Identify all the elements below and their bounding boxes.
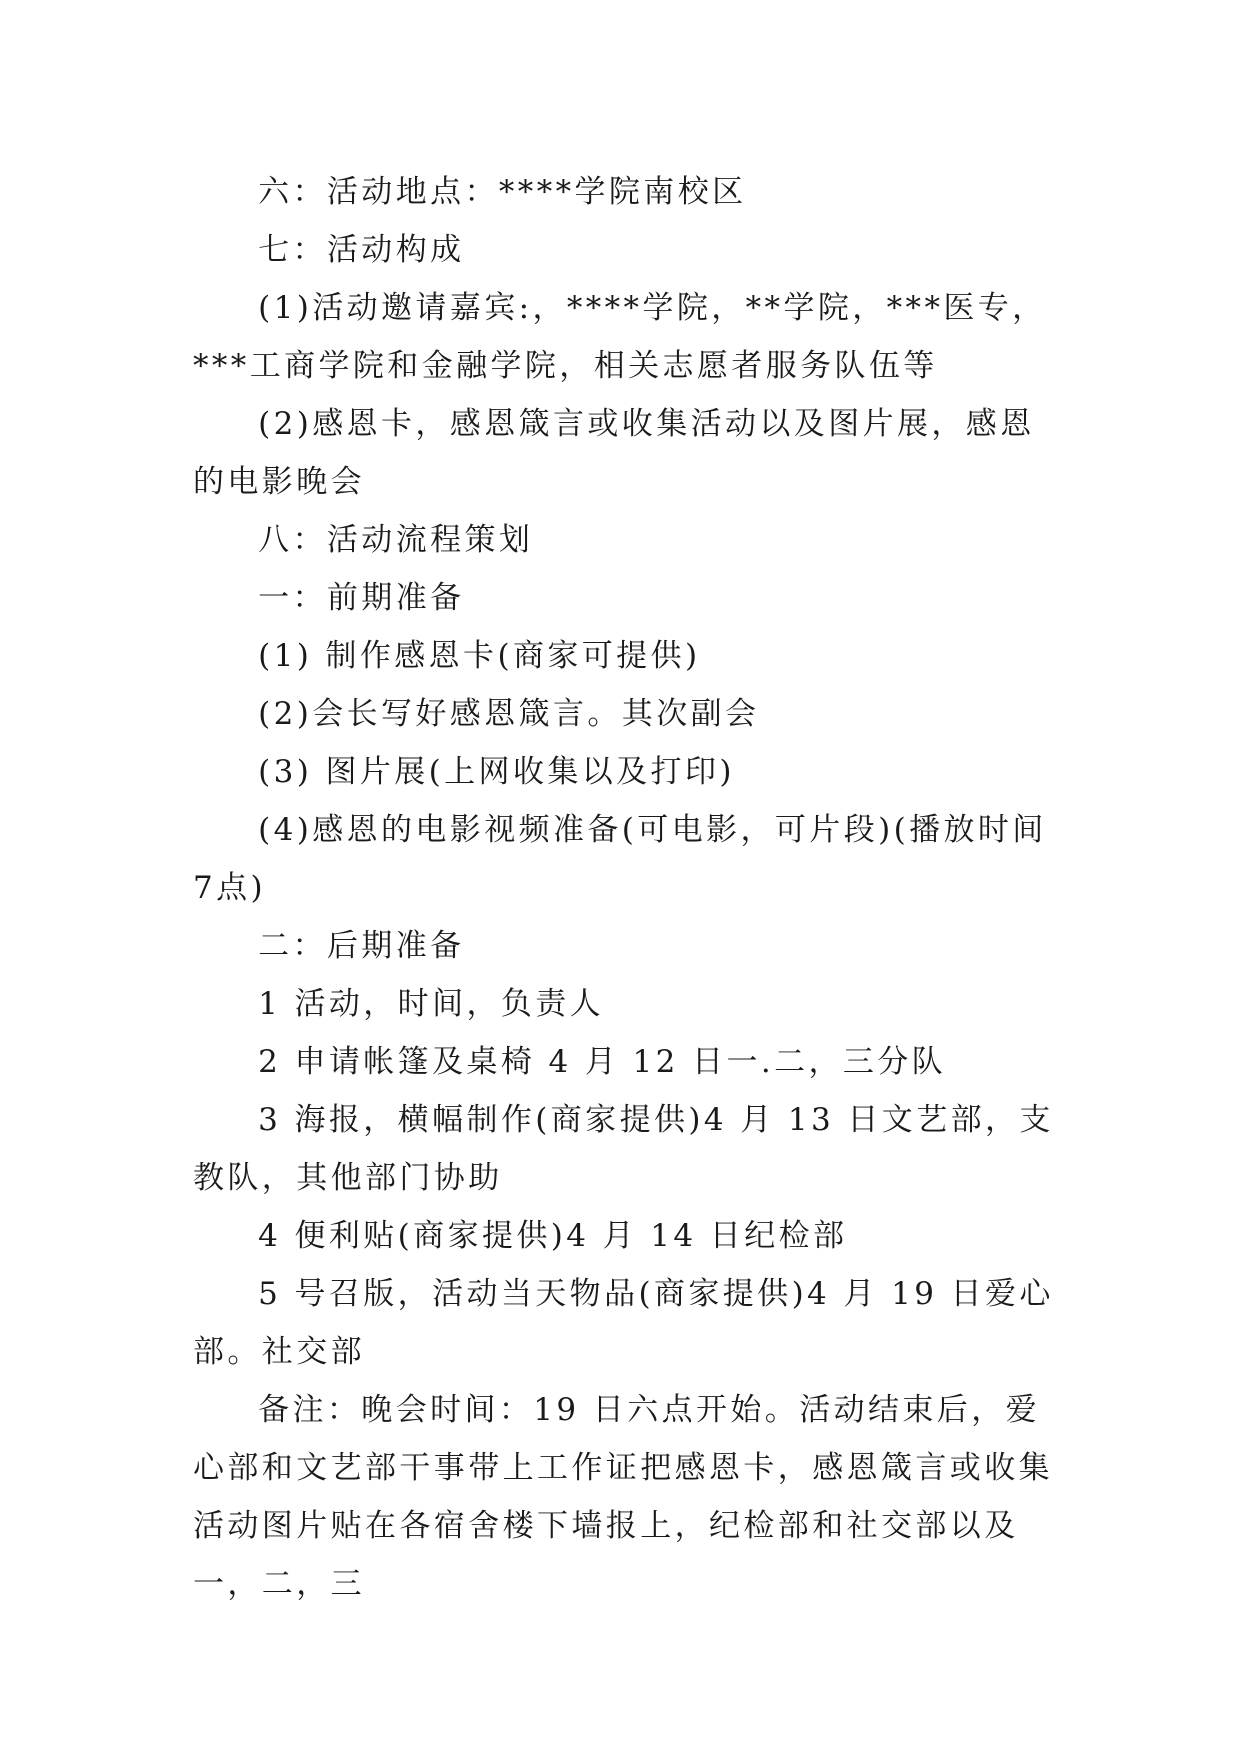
paragraph-process-planning: 八：活动流程策划: [258, 522, 534, 558]
list-item: 5 号召版，活动当天物品(商家提供)4 月 19 日爱心部。社交部: [193, 1276, 1054, 1370]
paragraph-invited-guests: (1)活动邀请嘉宾:，****学院，**学院，***医专，***工商学院和金融学院，相关志愿者服务队伍等: [193, 290, 1047, 384]
list-item: 2 申请帐篷及桌椅 4 月 12 日一.二，三分队: [258, 1044, 947, 1080]
list-item: 1 活动，时间，负责人: [258, 986, 605, 1022]
paragraph-activity-composition: 七：活动构成: [258, 232, 465, 268]
paragraph-remarks: 备注：晚会时间：19 日六点开始。活动结束后，爱心部和文艺部干事带上工作证把感恩卡，感恩箴言或收集活动图片贴在各宿舍楼下墙报上，纪检部和社交部以及一，二，三: [193, 1392, 1053, 1602]
list-item: (1) 制作感恩卡(商家可提供): [258, 638, 701, 674]
list-item: (2)会长写好感恩箴言。其次副会: [258, 696, 760, 732]
list-item: (4)感恩的电影视频准备(可电影，可片段)(播放时间 7点): [193, 812, 1047, 906]
paragraph-later-preparation: 二：后期准备: [258, 928, 465, 964]
list-item: (3) 图片展(上网收集以及打印): [258, 754, 735, 790]
paragraph-activity-location: 六：活动地点：****学院南校区: [258, 174, 747, 210]
paragraph-gratitude-activities: (2)感恩卡，感恩箴言或收集活动以及图片展，感恩的电影晚会: [193, 406, 1035, 500]
list-item: 4 便利贴(商家提供)4 月 14 日纪检部: [258, 1218, 848, 1254]
list-item: 3 海报，横幅制作(商家提供)4 月 13 日文艺部，支教队，其他部门协助: [193, 1102, 1054, 1196]
paragraph-early-preparation: 一：前期准备: [258, 580, 465, 616]
document-body: [193, 163, 1055, 1613]
